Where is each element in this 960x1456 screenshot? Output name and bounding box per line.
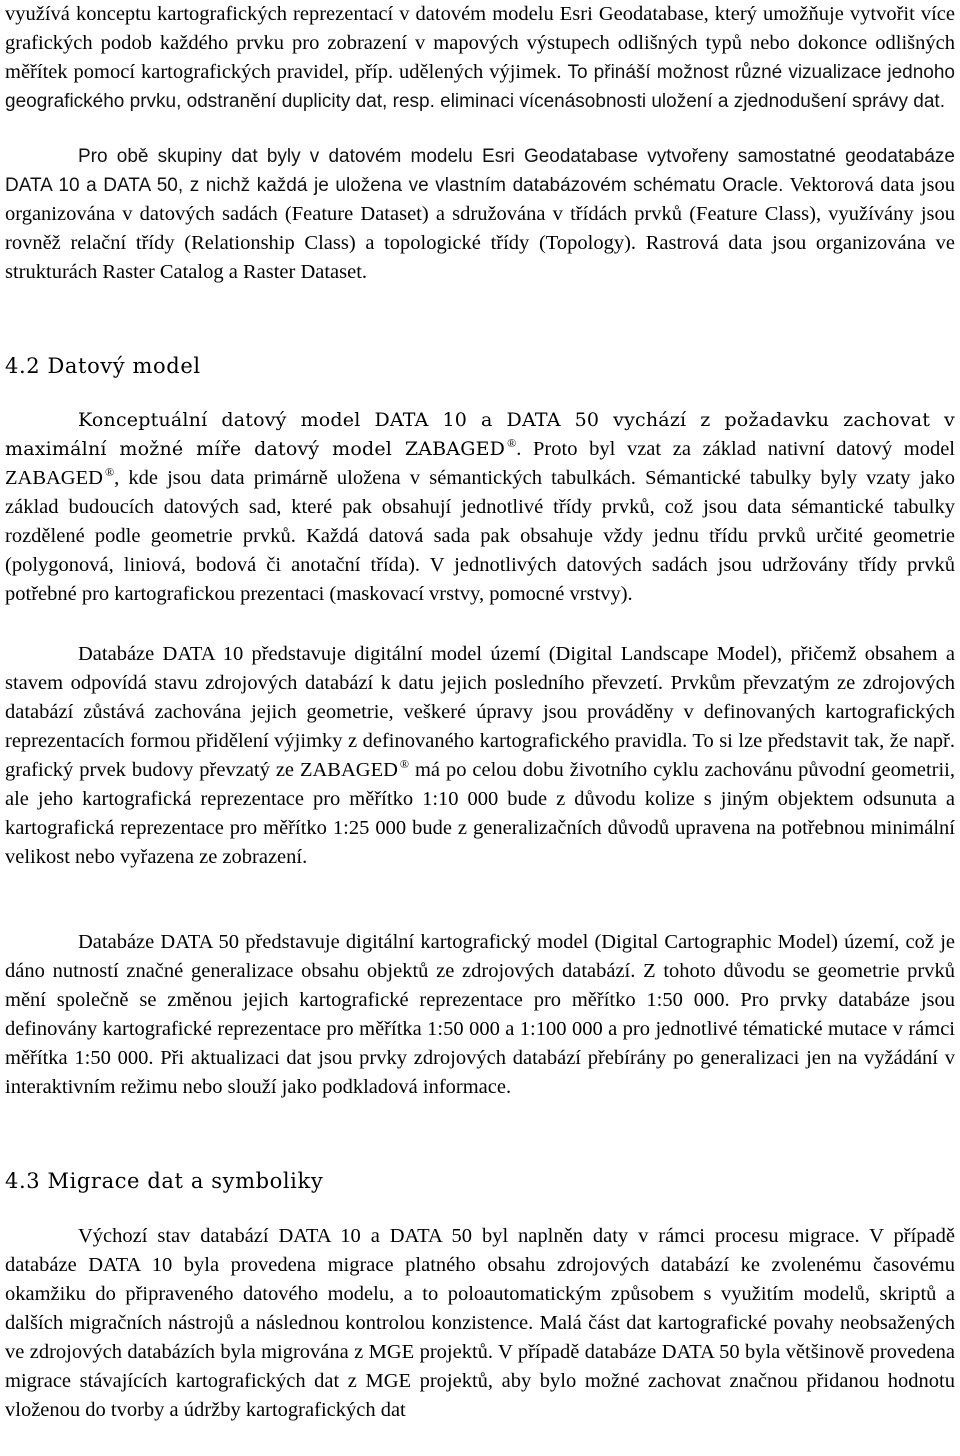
text-run: Pro obě skupiny dat byly v datovém modelu Esri Geodatabase vytvořeny samostatné geodatabáze DATA 10 a DATA 50, z nichž každá je uložena ve vlastním databázovém schématu Oracle. (5, 146, 955, 196)
paragraph-migration: Výchozí stav databází DATA 10 a DATA 50 byl naplněn daty v rámci procesu migrace. V případě databáze DATA 10 byla provedena migrace platného obsahu zdrojových databází ke zvolenému časovému okamžiku do připraveného datového modelu, a to poloautomatickým způsobem s využitím modelů, skriptů a dalších migračních nástrojů a následnou kontrolou konzistence. Malá část dat kartografické povahy neobsažených ve zdrojových databázích byla migrována z MGE projektů. V případě databáze DATA 50 byla většinově provedena migrace stávajících kartografických dat z MGE projektů, aby bylo možné zachovat značnou přidanou hodnotu vloženou do tvorby a údržby kartografických dat (5, 1225, 955, 1421)
text-run: využívá konceptu kartografických reprezentací v datovém modelu Esri Geodatabase, který umožňuje vytvořit více grafických podob každého prvku pro zobrazení v mapových výstupech odlišných typů nebo dokonce odlišných měřítek pomocí kartografických pravidel, příp. udělených výjimek. (5, 3, 955, 83)
registered-mark: ® (399, 757, 410, 772)
registered-mark: ® (104, 465, 115, 480)
paragraph-data50: Databáze DATA 50 představuje digitální kartografický model (Digital Cartographic Model) území, což je dáno nutností značné generalizace obsahu objektů ze zdrojových databází. Z tohoto důvodu se geometrie prvků mění společně se změnou jejich kartografické reprezentace pro měřítko 1:50 000. Pro prvky databáze jsou definovány kartografické reprezentace pro měřítka 1:50 000 a 1:100 000 a pro jednotlivé tématické mutace v rámci měřítka 1:50 000. Při aktualizaci dat jsou prvky zdrojových databází přebírány po generalizaci jen na vyžádání v interaktivním režimu nebo slouží jako podkladová informace. (5, 931, 955, 1098)
text-run: Databáze DATA 10 představuje digitální model území (Digital Landscape Model), přičemž obsahem a stavem odpovídá stavu zdrojových databází k datu jejich posledního převzetí. Prvkům převzatým ze zdrojových databází zůstává zachována jejich geometrie, veškeré úpravy jsou prováděny v definovaných kartografických reprezentacích formou přidělení výjimky z definovaného kartografického pravidla. To si lze představit tak, že např. grafický prvek budovy převzatý ze ZABAGED (5, 643, 955, 781)
text-run: , kde jsou data primárně uložena v sémantických tabulkách. Sémantické tabulky byly vzaty jako základ budoucích datových sad, které pak obsahují jednotlivé třídy prvků, což jsou data sémantické tabulky rozdělené podle geometrie prvků. Každá datová sada pak obsahuje vždy jednu třídu prvků určité geometrie (polygonová, liniová, bodová či anotační třída). V jednotlivých datových sadách jsou udržovány třídy prvků potřebné pro kartografickou prezentaci (maskovací vrstvy, pomocné vrstvy). (5, 467, 955, 605)
section-heading-4-2: 4.2 Datový model (5, 354, 201, 378)
paragraph-conceptual-model (5, 406, 955, 609)
paragraph-geodatabases (5, 142, 955, 287)
text-run: To přináší možnost různé vizualizace jednoho geografického prvku, odstranění duplicity dat, resp. eliminaci vícenásobnosti uložení a zjednodušení správy dat. (5, 62, 955, 112)
section-heading-4-3: 4.3 Migrace dat a symboliky (5, 1169, 324, 1193)
text-run: má po celou dobu životního cyklu zachovánu původní geometrii, ale jeho kartografická reprezentace pro měřítko 1:10 000 bude z důvodu kolize s jiným objektem odsunuta a kartografická reprezentace pro měřítko 1:25 000 bude z generalizačních důvodů upravena na potřebnou minimální velikost nebo vyřazena ze zobrazení. (5, 759, 955, 868)
text-run: Konceptuální datový model DATA 10 a DATA 50 vychází z požadavku zachovat v maximální možné míře datový model ZABAGED (5, 409, 955, 460)
text-run: Vektorová data jsou organizována v datových sadách (Feature Dataset) a sdružována v třídách prvků (Feature Class), využívány jsou rovněž relační třídy (Relationship Class) a topologické třídy (Topology). Rastrová data jsou organizována ve strukturách Raster Catalog a Raster Dataset. (5, 174, 955, 283)
paragraph-data10 (5, 640, 955, 872)
text-run: . Proto byl vzat za základ nativní datový model ZABAGED (5, 438, 955, 489)
paragraph-representations (5, 0, 955, 116)
registered-mark: ® (507, 436, 517, 451)
